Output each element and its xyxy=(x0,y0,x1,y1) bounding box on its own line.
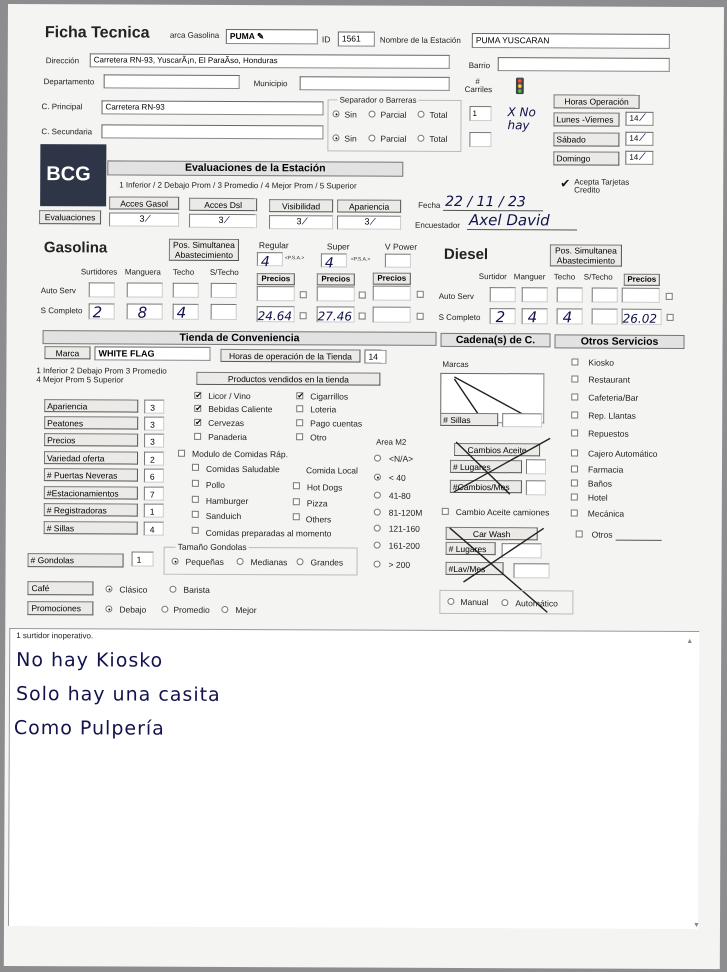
encuestador-underline xyxy=(467,229,577,230)
acces-gasol-field[interactable]: 3 ⁄ xyxy=(109,212,179,226)
service-check[interactable] xyxy=(571,411,578,418)
domingo-value: 14 xyxy=(629,152,639,162)
visibilidad-header: Visibilidad xyxy=(269,199,333,212)
tienda-rating-value[interactable]: 3 xyxy=(144,400,164,414)
departamento-label: Departamento xyxy=(43,77,95,87)
pollo-label: Pollo xyxy=(205,479,225,490)
tienda-rating-label: # Puertas Neveras xyxy=(44,468,138,481)
product-check[interactable] xyxy=(296,419,303,426)
area-option-label: > 200 xyxy=(388,559,411,570)
g-as-surt[interactable] xyxy=(89,282,115,297)
tienda-marca-label: Marca xyxy=(44,346,90,359)
tienda-rating-value[interactable]: 4 xyxy=(144,522,164,536)
g-sc-regular[interactable] xyxy=(257,306,295,322)
tienda-rating-value[interactable]: 3 xyxy=(144,417,164,431)
acces-gasol-value: 3 xyxy=(139,213,145,224)
precios-diesel-header: Precios xyxy=(624,274,660,286)
area-radio[interactable] xyxy=(374,474,381,481)
g-as-techo[interactable] xyxy=(173,283,199,298)
carriles-label: # Carriles xyxy=(464,77,493,95)
debajo-label: Debajo xyxy=(119,604,147,615)
d-sc-price-check[interactable] xyxy=(667,314,674,321)
apariencia-value: 3 xyxy=(364,216,370,227)
notes-printed: 1 surtidor inoperativo. xyxy=(16,631,94,641)
productos-title: Productos vendidos en la tienda xyxy=(196,372,380,386)
g-as-super-check[interactable] xyxy=(359,292,366,299)
modulo-check[interactable] xyxy=(178,450,185,457)
product-check[interactable]: ✔ xyxy=(195,403,202,413)
lavmes-label: #Lav/Mes xyxy=(446,562,504,575)
d-sc-price[interactable] xyxy=(622,309,662,325)
area-option-label: 41-80 xyxy=(388,490,411,501)
sep2-sin-radio[interactable] xyxy=(332,134,339,141)
area-radio[interactable] xyxy=(374,561,381,568)
area-radio[interactable] xyxy=(374,455,381,462)
form-title: Ficha Tecnica xyxy=(44,24,150,42)
pizza-label: Pizza xyxy=(306,498,328,509)
service-check[interactable] xyxy=(571,358,578,365)
area-option-label: <N/A> xyxy=(388,453,414,464)
departamento-field[interactable] xyxy=(104,74,240,89)
area-radio[interactable] xyxy=(374,492,381,499)
gondolas-label: # Gondolas xyxy=(28,553,124,567)
evaluaciones-scale: 1 Inferior / 2 Debajo Prom / 3 Promedio / 4 Mejor Prom / 5 Superior xyxy=(119,180,357,191)
g-as-super[interactable] xyxy=(317,286,355,301)
medianas-radio[interactable] xyxy=(237,558,244,565)
separador-label: Separador o Barreras xyxy=(339,95,417,105)
saludable-label: Comidas Saludable xyxy=(205,463,280,475)
surtidores-header: Surtidores xyxy=(80,267,118,277)
others-label: Others xyxy=(305,514,332,525)
acces-dsl-header: Acces Dsl xyxy=(189,198,257,211)
lugares-label: # Lugares xyxy=(450,460,522,473)
sep2-total-label: Total xyxy=(429,133,448,144)
area-title: Area M2 xyxy=(376,437,407,447)
manguera-header: Manguera xyxy=(124,267,161,277)
area-option-label: 121-160 xyxy=(388,523,420,534)
apariencia-field[interactable]: 3 ⁄ xyxy=(337,215,401,229)
scroll-up-arrow[interactable]: ▲ xyxy=(686,637,694,645)
product-check[interactable]: ✔ xyxy=(195,390,203,400)
tienda-rating-value[interactable]: 2 xyxy=(144,452,164,466)
marca-label: arca Gasolina xyxy=(169,30,220,40)
mejor-radio[interactable] xyxy=(221,606,228,613)
product-label: Cigarrillos xyxy=(310,391,349,402)
service-label: Rep. Llantas xyxy=(588,410,636,421)
tienda-rating-label: Peatones xyxy=(44,416,138,429)
otros-underline xyxy=(616,540,662,541)
tienda-scale-2: 4 Mejor Prom 5 Superior xyxy=(36,375,124,385)
comida-local-label: Comida Local xyxy=(305,465,358,476)
tienda-rating-value[interactable]: 7 xyxy=(144,487,164,501)
tienda-rating-label: Precios xyxy=(44,433,138,446)
mejor-label: Mejor xyxy=(235,604,257,616)
service-check[interactable] xyxy=(571,479,578,486)
service-label: Repuestos xyxy=(588,428,629,439)
product-label: Bebidas Caliente xyxy=(208,403,273,415)
d-as-mang[interactable] xyxy=(522,287,548,302)
g-sc-regular-check[interactable] xyxy=(300,312,307,319)
domingo-label: Domingo xyxy=(553,151,619,165)
tienda-rating-label: # Sillas xyxy=(44,521,138,534)
service-label: Hotel xyxy=(587,492,608,503)
tienda-rating-value[interactable]: 6 xyxy=(144,469,164,483)
municipio-field[interactable] xyxy=(300,76,450,91)
d-sc-surt-value: 2 xyxy=(495,308,506,327)
service-label: Baños xyxy=(587,478,613,489)
preparadas-check[interactable] xyxy=(192,527,199,534)
sanduich-label: Sanduich xyxy=(205,510,242,522)
product-label: Licor / Vino xyxy=(208,390,251,402)
clasico-radio[interactable] xyxy=(105,585,112,592)
carriles-field-1[interactable]: 1 xyxy=(469,106,491,121)
super-psa-label: <P.S.A.> xyxy=(350,256,371,263)
service-label: Restaurant xyxy=(588,374,630,385)
precios-super-header: Precios xyxy=(317,273,355,285)
domingo-field[interactable]: 14 ⁄ xyxy=(625,151,653,165)
g-sc-vpower[interactable] xyxy=(373,307,411,323)
sep2-parcial-label: Parcial xyxy=(380,133,407,144)
d-sc-techo[interactable] xyxy=(557,308,583,327)
traffic-light-icon: 🚦 xyxy=(510,78,530,96)
d-auto-serv-label: Auto Serv xyxy=(438,291,474,302)
d-manguer-header: Manguer xyxy=(513,272,546,282)
promedio-label: Promedio xyxy=(173,604,210,615)
d-sc-mang-value: 4 xyxy=(527,308,538,327)
d-as-stecho[interactable] xyxy=(592,288,618,303)
tienda-marca-field[interactable]: WHITE FLAG xyxy=(94,346,210,361)
automatico-radio[interactable] xyxy=(501,599,508,606)
g-sc-surt[interactable] xyxy=(89,303,115,322)
otros-label: Otros xyxy=(591,529,613,540)
carriles-handwritten: X No hay xyxy=(507,105,536,133)
nombre-label: Nombre de la Estación xyxy=(379,35,461,45)
tienda-rating-value[interactable]: 3 xyxy=(144,434,164,448)
secundaria-label: C. Secundaria xyxy=(41,127,93,137)
service-label: Cajero Automático xyxy=(588,448,658,459)
camiones-check[interactable] xyxy=(442,508,449,515)
sanduich-check[interactable] xyxy=(192,511,199,518)
product-check[interactable]: ✔ xyxy=(195,417,202,427)
manual-radio[interactable] xyxy=(447,598,454,605)
super-label: Super xyxy=(326,241,350,252)
id-field[interactable]: 1561 xyxy=(338,31,375,46)
service-check[interactable] xyxy=(571,465,578,472)
direccion-label: Dirección xyxy=(45,56,80,66)
sabado-value: 14 xyxy=(629,133,639,143)
direccion-field[interactable]: Carretera RN-93, YuscarÃ¡n, El ParaÃso, Honduras xyxy=(90,53,450,69)
visibilidad-value: 3 xyxy=(296,216,302,227)
gasolina-pos-sim: Pos. Simultanea Abastecimiento xyxy=(169,239,239,261)
barista-radio[interactable] xyxy=(169,586,176,593)
gondolas-field[interactable]: 1 xyxy=(132,552,154,567)
principal-field[interactable]: Carretera RN-93 xyxy=(102,100,324,115)
g-sc-techo-value: 4 xyxy=(176,303,187,322)
pequenas-label: Pequeñas xyxy=(185,556,224,567)
sabado-label: Sábado xyxy=(553,132,619,146)
g-sc-vpower-check[interactable] xyxy=(417,313,424,320)
g-as-vpower-check[interactable] xyxy=(417,291,424,298)
super-psa-field[interactable] xyxy=(321,253,347,272)
d-as-price-check[interactable] xyxy=(666,293,673,300)
camiones-label: Cambio Aceite camiones xyxy=(455,506,550,518)
marca-field[interactable] xyxy=(226,29,318,44)
id-label: ID xyxy=(321,34,331,45)
service-check[interactable] xyxy=(571,449,578,456)
cambios-header: Cambios Aceite xyxy=(454,443,540,456)
g-sc-mang[interactable] xyxy=(127,304,163,320)
cambios-crossout xyxy=(450,434,556,500)
notes-area[interactable] xyxy=(8,628,699,929)
saludable-check[interactable] xyxy=(192,464,199,471)
service-check[interactable] xyxy=(571,375,578,382)
area-radio[interactable] xyxy=(374,509,381,516)
d-sc-stecho[interactable] xyxy=(592,309,618,325)
pollo-check[interactable] xyxy=(192,480,199,487)
carriles-field-2[interactable] xyxy=(469,132,491,147)
nombre-field[interactable]: PUMA YUSCARAN xyxy=(472,33,670,49)
d-stecho-header: S/Techo xyxy=(583,272,613,282)
clasico-label: Clásico xyxy=(119,584,148,595)
regular-psa-label: <P.S.A.> xyxy=(284,255,305,262)
notes-line-2: Solo hay una casita xyxy=(15,683,221,706)
g-sc-mang-value: 8 xyxy=(137,303,148,322)
d-as-surt[interactable] xyxy=(490,287,516,302)
g-sc-regular-value: 24.64 xyxy=(257,309,293,324)
modulo-label: Modulo de Comidas Ráp. xyxy=(192,448,288,460)
horas-title: Horas Operación xyxy=(554,94,640,108)
sep2-sin-label: Sin xyxy=(344,133,357,144)
lunes-field[interactable]: 14 ⁄ xyxy=(625,112,653,126)
cadena-title: Cadena(s) de C. xyxy=(441,333,551,347)
lugares2-label: # Lugares xyxy=(446,542,496,555)
g-as-regular[interactable] xyxy=(257,286,295,301)
d-sc-mang[interactable] xyxy=(522,308,548,327)
sep2-parcial-radio[interactable] xyxy=(368,135,375,142)
cafe-label: Café xyxy=(27,581,93,595)
carwash-header: Car Wash xyxy=(446,527,538,540)
marcas-label: Marcas xyxy=(442,359,469,370)
marca-value: PUMA xyxy=(229,30,255,42)
tarjetas-checkbox[interactable]: ✔ xyxy=(560,176,571,191)
notes-line-3: Como Pulpería xyxy=(13,717,165,740)
tienda-horas-label: Horas de operación de la Tienda xyxy=(220,349,360,363)
form-sheet xyxy=(4,4,724,969)
sillas-label: # Sillas xyxy=(440,413,498,426)
service-check[interactable] xyxy=(571,493,578,500)
sep1-total-label: Total xyxy=(429,109,448,120)
sep1-parcial-label: Parcial xyxy=(380,109,407,120)
precios-regular-header: Precios xyxy=(257,273,295,285)
debajo-radio[interactable] xyxy=(105,605,112,612)
servicios-title: Otros Servicios xyxy=(555,334,685,349)
grandes-label: Grandes xyxy=(310,557,344,568)
others-check[interactable] xyxy=(293,513,300,520)
sep1-sin-label: Sin xyxy=(344,109,357,120)
service-label: Farmacia xyxy=(587,464,624,475)
encuestador-label: Encuestador xyxy=(415,220,460,230)
tienda-rating-label: # Registradoras xyxy=(44,503,138,516)
scroll-down-arrow[interactable]: ▼ xyxy=(692,921,700,930)
pequenas-radio[interactable] xyxy=(172,558,179,565)
vpower-psa-field[interactable] xyxy=(385,254,411,268)
d-sc-surt[interactable] xyxy=(490,308,516,327)
tienda-rating-label: #Estacionamientos xyxy=(44,486,138,499)
tienda-scale-1: 1 Inferior 2 Debajo Prom 3 Promedio xyxy=(36,366,167,376)
fecha-label: Fecha xyxy=(418,200,441,210)
pizza-check[interactable] xyxy=(293,498,300,505)
g-as-regular-check[interactable] xyxy=(300,291,307,298)
product-label: Pago cuentas xyxy=(310,418,363,429)
area-radio[interactable] xyxy=(374,525,381,532)
principal-label: C. Principal xyxy=(41,102,83,112)
automatico-label: Automático xyxy=(515,598,558,609)
product-label: Loteria xyxy=(310,404,337,415)
apariencia-header: Apariencia xyxy=(337,199,401,212)
evaluaciones-label: Evaluaciones xyxy=(39,210,101,224)
gasolina-title: Gasolina xyxy=(43,239,108,257)
product-check[interactable] xyxy=(194,433,201,440)
notes-line-1: No hay Kiosko xyxy=(16,649,164,672)
hotdogs-check[interactable] xyxy=(293,482,300,489)
precios-vpower-header: Precios xyxy=(373,273,411,285)
auto-serv-label: Auto Serv xyxy=(40,286,76,296)
d-as-techo[interactable] xyxy=(557,287,583,302)
d-s-completo-label: S Completo xyxy=(438,312,481,323)
hamburger-check[interactable] xyxy=(192,496,199,503)
hotdogs-label: Hot Dogs xyxy=(306,482,343,493)
service-check[interactable] xyxy=(571,393,578,400)
cambios-mes-label: #Cambios/Mes xyxy=(450,480,522,493)
barrio-label: Barrio xyxy=(468,61,491,71)
stecho-header: S/Techo xyxy=(209,267,239,278)
tienda-rating-label: Apariencia xyxy=(44,399,138,412)
s-completo-label: S Completo xyxy=(40,306,83,316)
area-option-label: 161-200 xyxy=(388,540,420,551)
preparadas-label: Comidas preparadas al momento xyxy=(205,527,332,539)
d-surtidor-header: Surtidor xyxy=(478,272,507,282)
area-radio[interactable] xyxy=(374,542,381,549)
grandes-radio[interactable] xyxy=(297,558,304,565)
diesel-pos-sim: Pos. Simultanea Abastecimiento xyxy=(550,244,622,266)
acces-gasol-header: Acces Gasol xyxy=(109,196,179,209)
product-label: Otro xyxy=(310,432,327,443)
barista-label: Barista xyxy=(183,584,210,595)
acces-dsl-field[interactable]: 3 ⁄ xyxy=(189,214,257,228)
service-label: Kiosko xyxy=(588,357,614,368)
product-check[interactable] xyxy=(296,433,303,440)
g-sc-super-check[interactable] xyxy=(359,313,366,320)
barrio-field[interactable] xyxy=(498,57,670,72)
tam-title: Tamaño Gondolas xyxy=(177,541,247,553)
manual-label: Manual xyxy=(460,596,489,608)
area-option-label: 81-120M xyxy=(388,507,423,518)
visibilidad-field[interactable]: 3 ⁄ xyxy=(269,215,333,229)
sabado-field[interactable]: 14 ⁄ xyxy=(625,132,653,146)
g-as-stecho[interactable] xyxy=(211,283,237,298)
g-as-vpower[interactable] xyxy=(373,286,411,301)
sep1-total-radio[interactable] xyxy=(418,111,425,118)
sep1-sin-radio[interactable] xyxy=(333,110,340,117)
g-as-mang[interactable] xyxy=(127,283,163,298)
service-label: Mecánica xyxy=(587,508,625,519)
product-check[interactable]: ✔ xyxy=(297,391,305,401)
d-sc-price-value: 26.02 xyxy=(622,311,658,326)
bcg-logo-text: BCG xyxy=(46,163,91,186)
otros-check[interactable] xyxy=(576,530,583,537)
service-check[interactable] xyxy=(571,509,578,516)
product-label: Cervezas xyxy=(208,417,245,429)
regular-psa-field[interactable] xyxy=(257,252,283,271)
tienda-rating-value[interactable]: 1 xyxy=(144,504,164,518)
g-sc-super[interactable] xyxy=(317,306,355,322)
tienda-title: Tienda de Conveniencia xyxy=(43,330,437,346)
service-check[interactable] xyxy=(571,429,578,436)
area-option-label: < 40 xyxy=(388,472,406,483)
sep1-parcial-radio[interactable] xyxy=(369,111,376,118)
d-as-price[interactable] xyxy=(622,288,660,303)
product-check[interactable] xyxy=(296,405,303,412)
diesel-title: Diesel xyxy=(443,245,489,264)
sep2-total-radio[interactable] xyxy=(417,135,424,142)
fecha-value[interactable]: 22 / 11 / 23 xyxy=(445,193,526,211)
pen-icon: ✎ xyxy=(256,31,265,42)
regular-psa-value: 4 xyxy=(260,254,270,271)
g-sc-surt-value: 2 xyxy=(92,303,103,322)
tarjetas-label: Acepta Tarjetas Credito xyxy=(574,177,630,195)
tienda-horas-field[interactable]: 14 xyxy=(364,350,386,364)
bcg-logo xyxy=(40,144,106,206)
d-sc-techo-value: 4 xyxy=(562,308,573,327)
promociones-label: Promociones xyxy=(27,601,93,615)
acces-dsl-value: 3 xyxy=(218,214,224,225)
tienda-rating-label: Variedad oferta xyxy=(44,451,138,464)
super-psa-value: 4 xyxy=(324,255,334,272)
g-sc-super-value: 27.46 xyxy=(317,309,353,324)
lunes-label: Lunes -Viernes xyxy=(553,112,619,126)
municipio-label: Municipio xyxy=(253,79,288,89)
g-sc-techo[interactable] xyxy=(173,304,199,320)
g-sc-stecho[interactable] xyxy=(211,304,237,320)
d-techo-header: Techo xyxy=(553,272,576,282)
secundaria-field[interactable] xyxy=(101,124,323,139)
regular-label: Regular xyxy=(258,240,289,251)
service-label: Cafeteria/Bar xyxy=(588,392,639,403)
sillas-field[interactable] xyxy=(502,413,542,427)
promedio-radio[interactable] xyxy=(161,606,168,613)
separador-group xyxy=(327,99,461,152)
encuestador-value[interactable]: Axel David xyxy=(469,211,550,230)
vpower-label: V Power xyxy=(384,241,418,252)
hamburger-label: Hamburger xyxy=(205,495,249,507)
product-label: Panaderia xyxy=(208,431,247,443)
evaluaciones-title: Evaluaciones de la Estación xyxy=(107,160,403,176)
medianas-label: Medianas xyxy=(250,557,288,568)
techo-header: Techo xyxy=(172,267,195,277)
lunes-value: 14 xyxy=(629,113,639,123)
